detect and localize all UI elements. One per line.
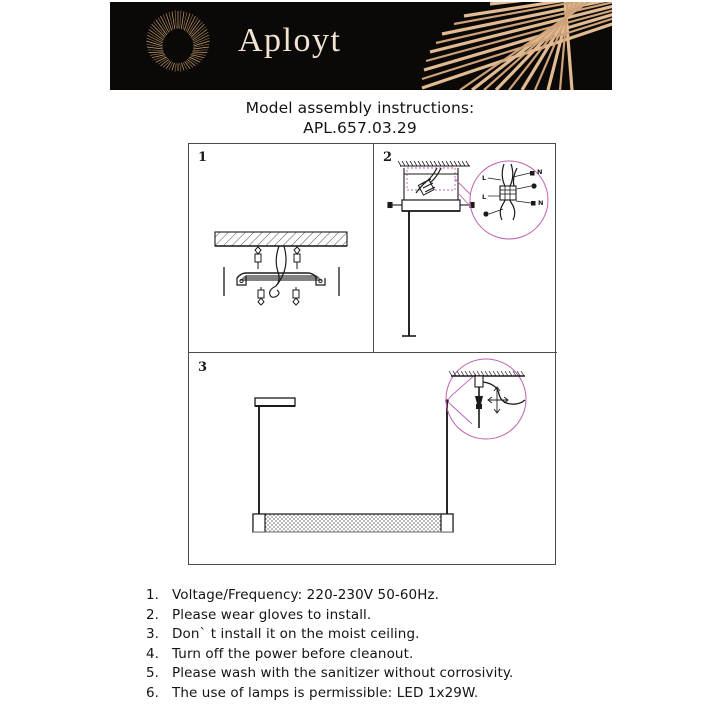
terminal-label-L-bottom: L <box>482 193 487 201</box>
list-item <box>146 645 606 665</box>
note-text: Please wear gloves to install. <box>172 606 372 623</box>
terminal-label-L-top: L <box>482 174 487 182</box>
terminal-label-N-top: N <box>537 168 543 176</box>
note-text: Turn off the power before cleanout. <box>172 645 414 662</box>
note-text: The use of lamps is permissible: LED 1x29W. <box>172 684 479 701</box>
step-number-3: 3 <box>198 360 208 375</box>
safety-notes-list <box>146 586 606 703</box>
list-item <box>146 586 606 606</box>
note-text: Don` t install it on the moist ceiling. <box>172 626 420 642</box>
step-number-1: 1 <box>198 150 208 165</box>
list-item <box>146 606 606 626</box>
terminal-label-N-bottom: N <box>538 199 544 207</box>
list-item <box>146 625 606 645</box>
title-line-model-code: APL.657.03.29 <box>303 119 417 137</box>
note-number: 6. <box>146 684 159 701</box>
suspended-lamp-drawing <box>189 354 557 566</box>
note-number: 1. <box>146 587 159 603</box>
ceiling-bracket-drawing <box>189 144 373 352</box>
list-item <box>146 664 606 684</box>
note-number: 4. <box>146 645 159 662</box>
note-number: 2. <box>146 606 159 623</box>
brand-banner <box>110 2 612 90</box>
note-text: Voltage/Frequency: 220-230V 50-60Hz. <box>172 587 440 603</box>
note-text: Please wash with the sanitizer without corrosivity. <box>172 665 514 681</box>
page-title <box>0 98 720 138</box>
step-number-2: 2 <box>383 150 393 165</box>
diagram-panel-step-1 <box>189 144 373 352</box>
title-line-instructions: Model assembly instructions: <box>245 99 475 117</box>
diagram-panel-step-3 <box>189 354 557 566</box>
note-number: 5. <box>146 665 159 681</box>
sunburst-icon <box>140 8 216 84</box>
note-number: 3. <box>146 626 159 642</box>
brand-wordmark: Aployt <box>238 22 342 59</box>
wiring-connection-drawing <box>374 144 557 352</box>
radiating-rays-icon <box>372 2 612 90</box>
list-item <box>146 684 606 704</box>
assembly-diagram <box>188 143 556 565</box>
diagram-panel-step-2 <box>374 144 557 352</box>
